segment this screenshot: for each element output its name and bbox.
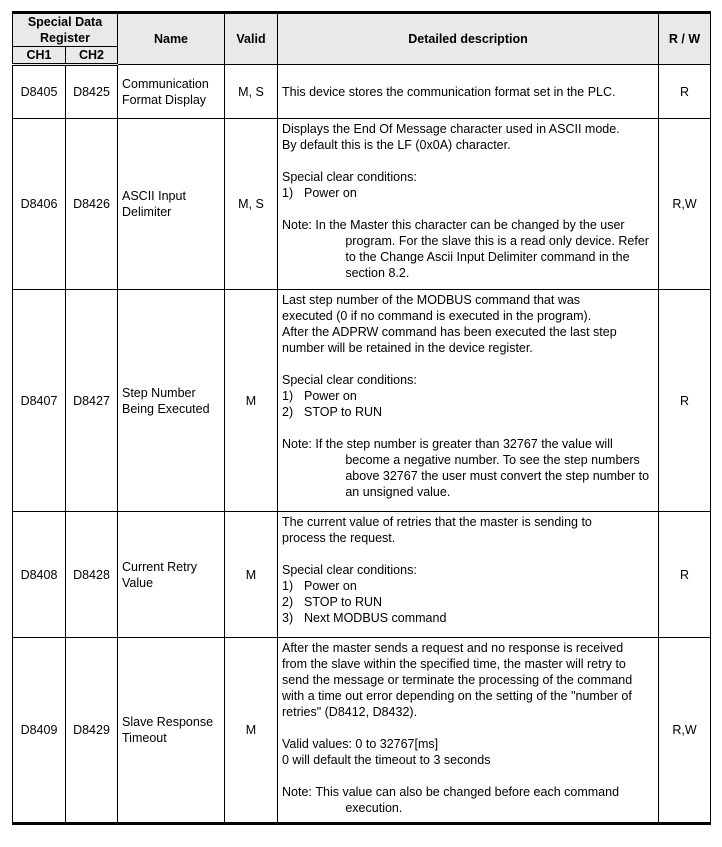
- description-cell: [278, 638, 659, 824]
- rw-cell: R: [659, 65, 711, 119]
- description-line: After the master sends a request and no response is received: [282, 641, 624, 655]
- header-rw: R / W: [659, 13, 711, 65]
- ch1-cell: D8409: [13, 638, 66, 824]
- name-cell: Slave Response Timeout: [118, 638, 225, 824]
- description-line: send the message or terminate the processing of the command: [282, 673, 633, 687]
- note: Note: In the Master this character can be changed by the user program. For the slave this is a read only device. Refer to the Change Ascii Input Delimiter command in the section 8.2.: [282, 218, 649, 280]
- ch1-cell: D8407: [13, 290, 66, 512]
- rw-cell: R: [659, 512, 711, 638]
- description-line: retries" (D8412, D8432).: [282, 705, 418, 719]
- name-cell: Step Number Being Executed: [118, 290, 225, 512]
- description-cell: [278, 512, 659, 638]
- clear-conditions-title: Special clear conditions:: [282, 170, 417, 184]
- table-row: [13, 512, 711, 638]
- ch2-cell: D8426: [66, 119, 118, 290]
- description-line: The current value of retries that the master is sending to: [282, 515, 592, 529]
- table-row: [13, 65, 711, 119]
- rw-cell: R,W: [659, 119, 711, 290]
- clear-condition-item: 1) Power on: [282, 186, 357, 200]
- valid-cell: M: [225, 638, 278, 824]
- valid-values-line: 0 will default the timeout to 3 seconds: [282, 753, 491, 767]
- description-cell: [278, 119, 659, 290]
- register-table: [12, 11, 711, 825]
- rw-cell: R: [659, 290, 711, 512]
- description-line: This device stores the communication format set in the PLC.: [282, 84, 616, 99]
- description-cell: [278, 290, 659, 512]
- clear-condition-item: 3) Next MODBUS command: [282, 611, 447, 625]
- ch1-cell: D8406: [13, 119, 66, 290]
- ch1-cell: D8405: [13, 65, 66, 119]
- note-label: Note:: [282, 785, 316, 799]
- name-cell: Communication Format Display: [118, 65, 225, 119]
- ch2-cell: D8429: [66, 638, 118, 824]
- ch2-cell: D8425: [66, 65, 118, 119]
- name-cell: Current Retry Value: [118, 512, 225, 638]
- table-row: [13, 119, 711, 290]
- valid-cell: M, S: [225, 65, 278, 119]
- ch2-cell: D8428: [66, 512, 118, 638]
- header-ch1: CH1: [13, 47, 66, 65]
- clear-conditions-title: Special clear conditions:: [282, 373, 417, 387]
- valid-cell: M: [225, 512, 278, 638]
- valid-values-line: Valid values: 0 to 32767[ms]: [282, 737, 439, 751]
- description-line: After the ADPRW command has been executed the last step: [282, 325, 617, 339]
- header-valid: Valid: [225, 13, 278, 65]
- clear-condition-item: 2) STOP to RUN: [282, 405, 383, 419]
- header-detailed-description: Detailed description: [278, 13, 659, 65]
- description-line: By default this is the LF (0x0A) character.: [282, 138, 511, 152]
- description-line: from the slave within the specified time, the master will retry to: [282, 657, 626, 671]
- ch1-cell: D8408: [13, 512, 66, 638]
- header-ch2: CH2: [66, 47, 118, 65]
- clear-condition-item: 1) Power on: [282, 389, 357, 403]
- description-line: executed (0 if no command is executed in the program).: [282, 309, 592, 323]
- header-special-data-register: Special Data Register: [13, 13, 118, 47]
- header-name: Name: [118, 13, 225, 65]
- description-cell: [278, 65, 659, 119]
- clear-conditions-title: Special clear conditions:: [282, 563, 417, 577]
- description-line: number will be retained in the device register.: [282, 341, 533, 355]
- description-line: Last step number of the MODBUS command that was: [282, 293, 581, 307]
- note: Note: If the step number is greater than 32767 the value will become a negative number. To see the step numbers above 32767 the user must convert the step number to an unsigned value.: [282, 437, 650, 499]
- clear-condition-item: 1) Power on: [282, 579, 357, 593]
- description-line: process the request.: [282, 531, 396, 545]
- note-label: Note:: [282, 218, 316, 232]
- note-label: Note:: [282, 437, 316, 451]
- clear-condition-item: 2) STOP to RUN: [282, 595, 383, 609]
- ch2-cell: D8427: [66, 290, 118, 512]
- rw-cell: R,W: [659, 638, 711, 824]
- description-line: Displays the End Of Message character used in ASCII mode.: [282, 122, 620, 136]
- description-line: with a time out error depending on the setting of the "number of: [282, 689, 632, 703]
- table-row: [13, 638, 711, 824]
- valid-cell: M, S: [225, 119, 278, 290]
- table-row: [13, 290, 711, 512]
- valid-cell: M: [225, 290, 278, 512]
- note: Note: This value can also be changed before each command execution.: [282, 785, 620, 815]
- name-cell: ASCII Input Delimiter: [118, 119, 225, 290]
